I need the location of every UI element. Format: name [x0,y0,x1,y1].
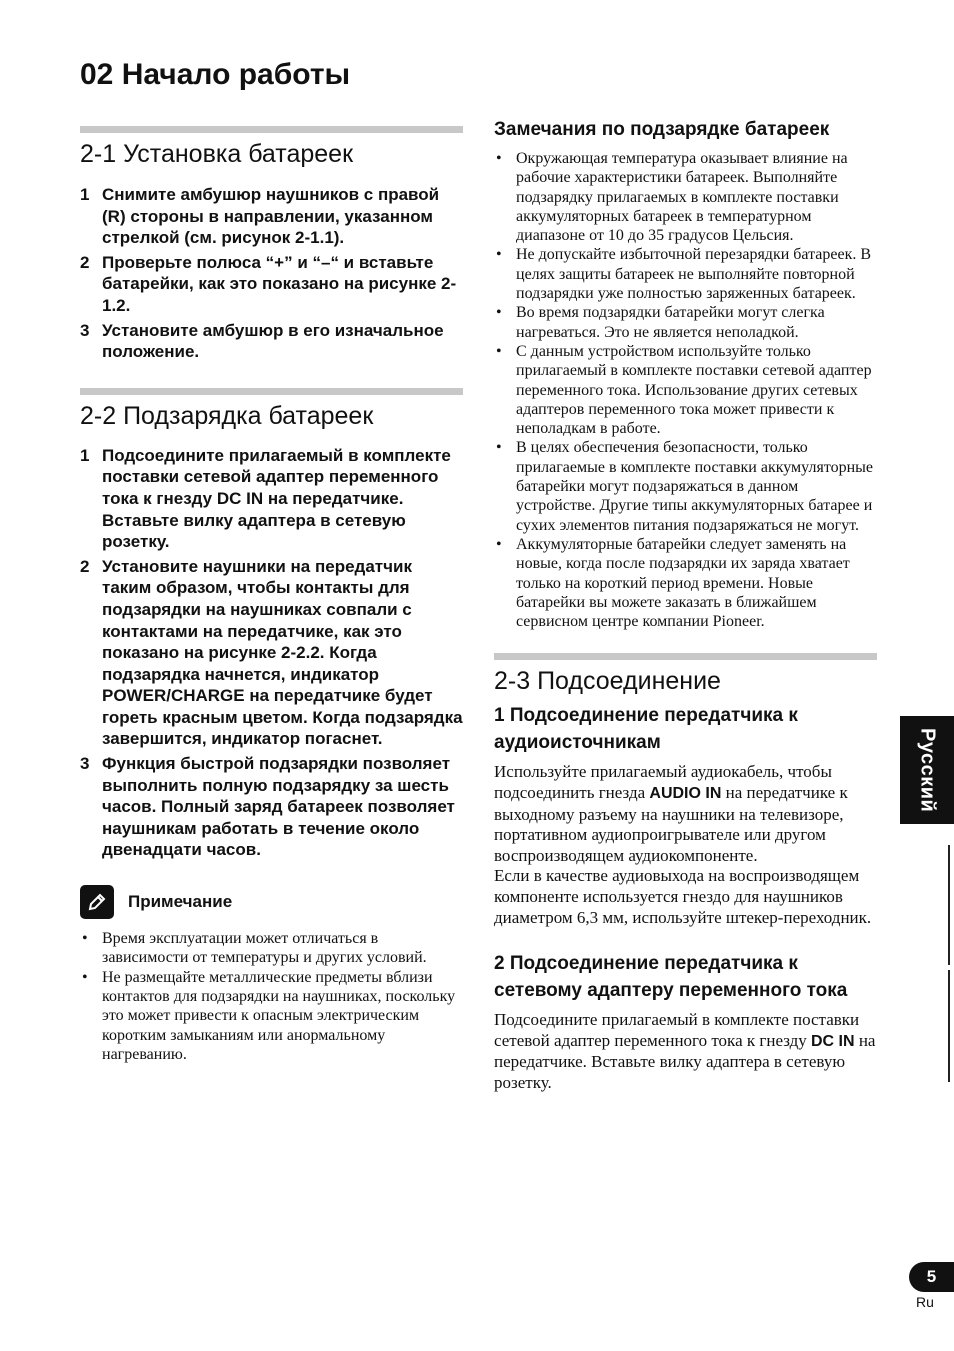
connect-audio-paragraph [494,762,877,866]
section-2-1-header [80,126,463,169]
page-number: 5 [909,1262,954,1292]
step-number: 3 [80,754,90,774]
charge-step [80,556,463,750]
charging-note-item: • Окружающая температура оказывает влияние на рабочие характеристики батареек. Выполняйте подзарядку прилагаемых в комплекте поставки аккумуляторных батареек в температурном диапазоне от 10 до 35 градусов Цельсия. [494,149,877,245]
connect-audio-paragraph-2: Если в качестве аудиовыхода на воспроизводящем компоненте используется гнездо для наушников диаметром 6,3 мм, используйте штекер-переходник. [494,866,872,927]
step-text-extra: Вставьте вилку адаптера в сетевую розетку. [102,510,406,552]
install-step [80,184,463,249]
note-title: Примечание [128,892,233,912]
section-2-2-title: 2-2 Подзарядка батареек [80,401,374,430]
section-2-1-title: 2-1 Установка батареек [80,140,354,168]
step-number: 1 [80,185,90,204]
section-2-3-title: 2-3 Подсоединение [494,667,721,696]
section-2-2-header [80,388,463,431]
step-number: 1 [80,445,90,465]
charge-step [80,753,463,861]
step-text: Установите наушники на передатчик таким образом, чтобы контакты для подзарядки на наушниках совпали с контактами на передатчике, как это показано на рисунке 2-2.2. Когда подзарядка начнется, индикатор POWER/CHARGE на передатчике будет гореть красным цветом. Когда подзарядка завершится, индикатор погаснет. [102,556,463,749]
charging-note-item: • В целях обеспечения безопасности, только прилагаемые в комплекте поставки аккумуляторные батарейки могут подзаряжаться в данном устройстве. Другие типы аккумуляторных батарее и сухих элементов питания подзаряжаться не могут. [494,438,877,534]
note-list [80,929,463,1064]
step-number: 3 [80,320,90,340]
step-number: 2 [80,252,90,272]
step-text: Проверьте полюса “+” и “–“ и вставьте батарейки, как это показано на рисунке 2-1.2. [102,252,457,315]
text-run: Используйте прилагаемый аудиокабель, чтобы подсоединить гнезда [494,762,832,803]
step-text: Функция быстрой подзарядки позволяет выполнить полную подзарядку за шесть часов. Полный заряд батареек позволяет наушникам работать в течение около двенадцати часов. [102,754,455,860]
connect-adapter-paragraph [494,1010,877,1093]
language-tab [900,716,954,824]
text-run: Подсоедините прилагаемый в комплекте поставки сетевой адаптер переменного тока к гнезду [494,1010,860,1050]
audio-in-label: AUDIO IN [649,785,722,803]
note-header [80,885,463,919]
charging-notes-list [494,149,877,631]
dc-in-label: DC IN [811,1032,855,1050]
install-step [80,252,463,317]
left-column [80,126,463,1064]
step-text: Снимите амбушюр наушников с правой (R) стороны в направлении, указанном стрелкой (см. рисунок 2-1.1). [102,185,440,248]
charge-step [80,445,463,553]
charging-note-item: • С данным устройством используйте только прилагаемый в комплекте поставки сетевой адаптер переменного тока. Использование других сетевых адаптеров переменного тока может привести к неполадкам в работе. [494,342,877,438]
language-code: Ru [916,1294,934,1310]
language-tab-label: Русский [916,727,939,813]
charging-notes-title: Замечания по подзарядке батареек [494,119,830,140]
connect-audio-title: 1 Подсоединение передатчика к аудиоисточникам [494,705,798,754]
charging-note-item: • Не допускайте избыточной перезарядки батареек. В целях защиты батареек не выполняйте повторной подзарядки уже полностью заряженных батареек. [494,245,877,303]
step-text: Установите амбушюр в его изначальное положение. [102,320,444,362]
charging-note-item: • Во время подзарядки батарейки могут слегка нагреваться. Это не является неполадкой. [494,303,877,342]
install-step [80,320,463,363]
text-run: на передатчике. Вставьте вилку адаптера в сетевую розетку. [494,1030,876,1092]
text-run: на передатчике к выходному разъему на наушники на телевизоре, портативном аудиопроигрывателе или другом воспроизводящем аудиокомпоненте. [494,783,848,865]
install-steps [80,184,463,363]
pencil-icon [80,885,114,919]
connect-adapter-title: 2 Подсоединение передатчика к сетевому адаптеру переменного тока [494,953,848,1002]
side-divider [948,845,950,965]
page-title: 02 Начало работы [80,58,351,91]
charge-steps [80,445,463,861]
charging-note-item: • Аккумуляторные батарейки следует заменять на новые, когда после подзарядки их заряда хватает только на короткий период времени. Новые батарейки вы можете заказать в ближайшем сервисном центре компании Pioneer. [494,535,877,631]
note-item: • Не размещайте металлические предметы вблизи контактов для подзарядки на наушниках, поскольку это может привести к опасным электрическим коротким замыканиям или анормальному нагреванию. [80,968,463,1064]
right-column [494,116,877,1094]
step-number: 2 [80,556,90,576]
section-2-3-header [494,653,877,696]
step-text: Подсоедините прилагаемый в комплекте поставки сетевой адаптер переменного тока к гнезду DC IN на передатчике. [102,445,451,508]
note-item: • Время эксплуатации может отличаться в зависимости от температуры и других условий. [80,929,463,968]
side-divider [948,970,950,1082]
